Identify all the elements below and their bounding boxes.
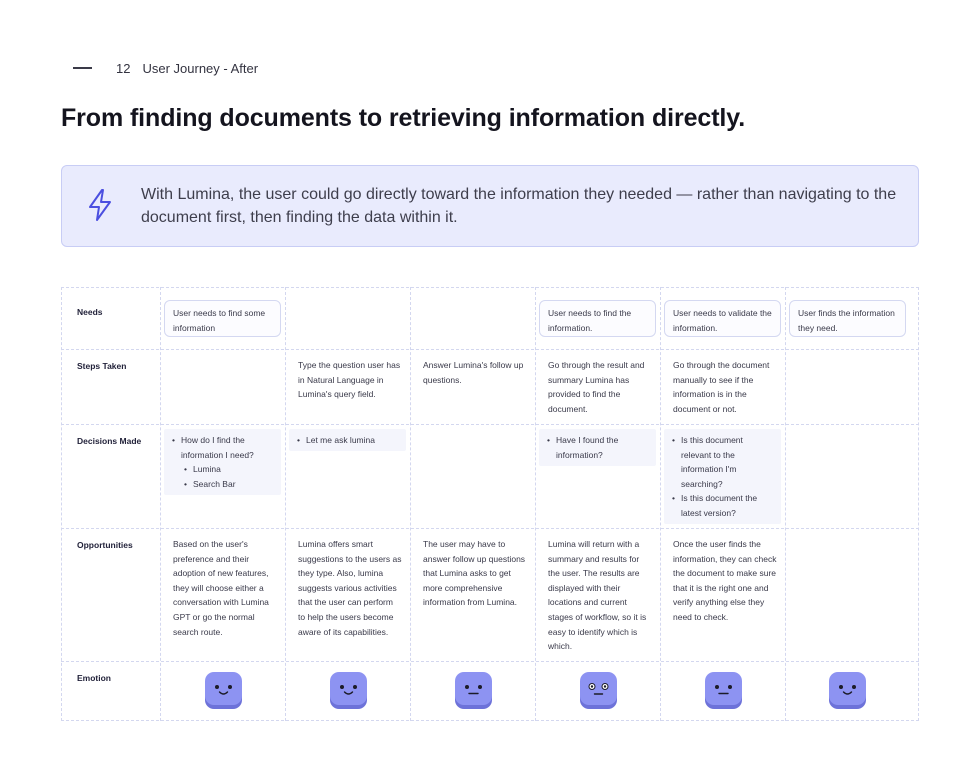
step-text: Type the question user has in Natural Language in Lumina's query field. <box>298 360 401 400</box>
opportunity-text: Lumina will return with a summary and results for the user. The results are displayed with their locations and current stages of workflow, so it is easy to identify which is which. <box>548 539 647 652</box>
row-label-decisions: Decisions Made <box>77 436 142 446</box>
step-text: Go through the document manually to see if the information is in the document or not. <box>673 360 770 414</box>
step-text: Answer Lumina's follow up questions. <box>423 360 524 385</box>
header-dash <box>73 67 92 69</box>
row-label-needs: Needs <box>77 307 103 317</box>
row-label-steps: Steps Taken <box>77 361 127 371</box>
row-label-emotion: Emotion <box>77 673 111 683</box>
happy-face-icon <box>828 672 867 710</box>
callout-text: With Lumina, the user could go directly toward the information they needed — rather than navigating to the document first, then finding the data within it. <box>141 186 897 226</box>
page-number: 12 <box>116 60 131 76</box>
decision-question: • Is this document relevant to the information I'm searching? <box>672 433 773 491</box>
decision-question: • Have I found the information? <box>547 433 648 462</box>
page-header <box>73 58 258 78</box>
need-card: User finds the information they need. <box>789 300 906 337</box>
surprised-face-icon <box>579 672 618 710</box>
insight-callout <box>61 165 919 247</box>
need-card: User needs to find the information. <box>539 300 656 337</box>
opportunity-text: Lumina offers smart suggestions to the users as they type. Also, lumina suggests various activities that the user can perform to help the users become aware of its capabilities. <box>298 539 402 637</box>
decision-card <box>664 429 781 524</box>
opportunity-text: The user may have to answer follow up questions that Lumina asks to get more comprehensive information from Lumina. <box>423 539 526 608</box>
happy-face-icon <box>204 672 243 710</box>
row-label-opportunities: Opportunities <box>77 540 133 550</box>
decision-option: • Lumina <box>184 462 273 477</box>
need-card: User needs to find some information <box>164 300 281 337</box>
decision-question: • Let me ask lumina <box>297 433 398 448</box>
step-text: Go through the result and summary Lumina has provided to find the document. <box>548 360 645 414</box>
opportunity-text: Based on the user's preference and their adoption of new features, they will choose either a conversation with Lumina GPT or go the normal search route. <box>173 539 269 637</box>
page-title: From finding documents to retrieving information directly. <box>61 104 746 132</box>
journey-map-grid <box>61 287 919 721</box>
happy-face-icon <box>329 672 368 710</box>
decision-question: • Is this document the latest version? <box>672 491 773 520</box>
decision-option: • Search Bar <box>184 477 273 492</box>
opportunity-text: Once the user finds the information, they can check the document to make sure that it is the right one and verify anything else they need to check. <box>673 539 777 622</box>
section-title: User Journey - After <box>142 60 259 76</box>
decision-card <box>539 429 656 466</box>
need-card: User needs to validate the information. <box>664 300 781 337</box>
neutral-face-icon <box>704 672 743 710</box>
neutral-face-icon <box>454 672 493 710</box>
decision-card <box>289 429 406 451</box>
lightning-bolt-icon <box>86 188 114 222</box>
decision-question: • How do I find the information I need? <box>172 433 273 462</box>
decision-card <box>164 429 281 495</box>
